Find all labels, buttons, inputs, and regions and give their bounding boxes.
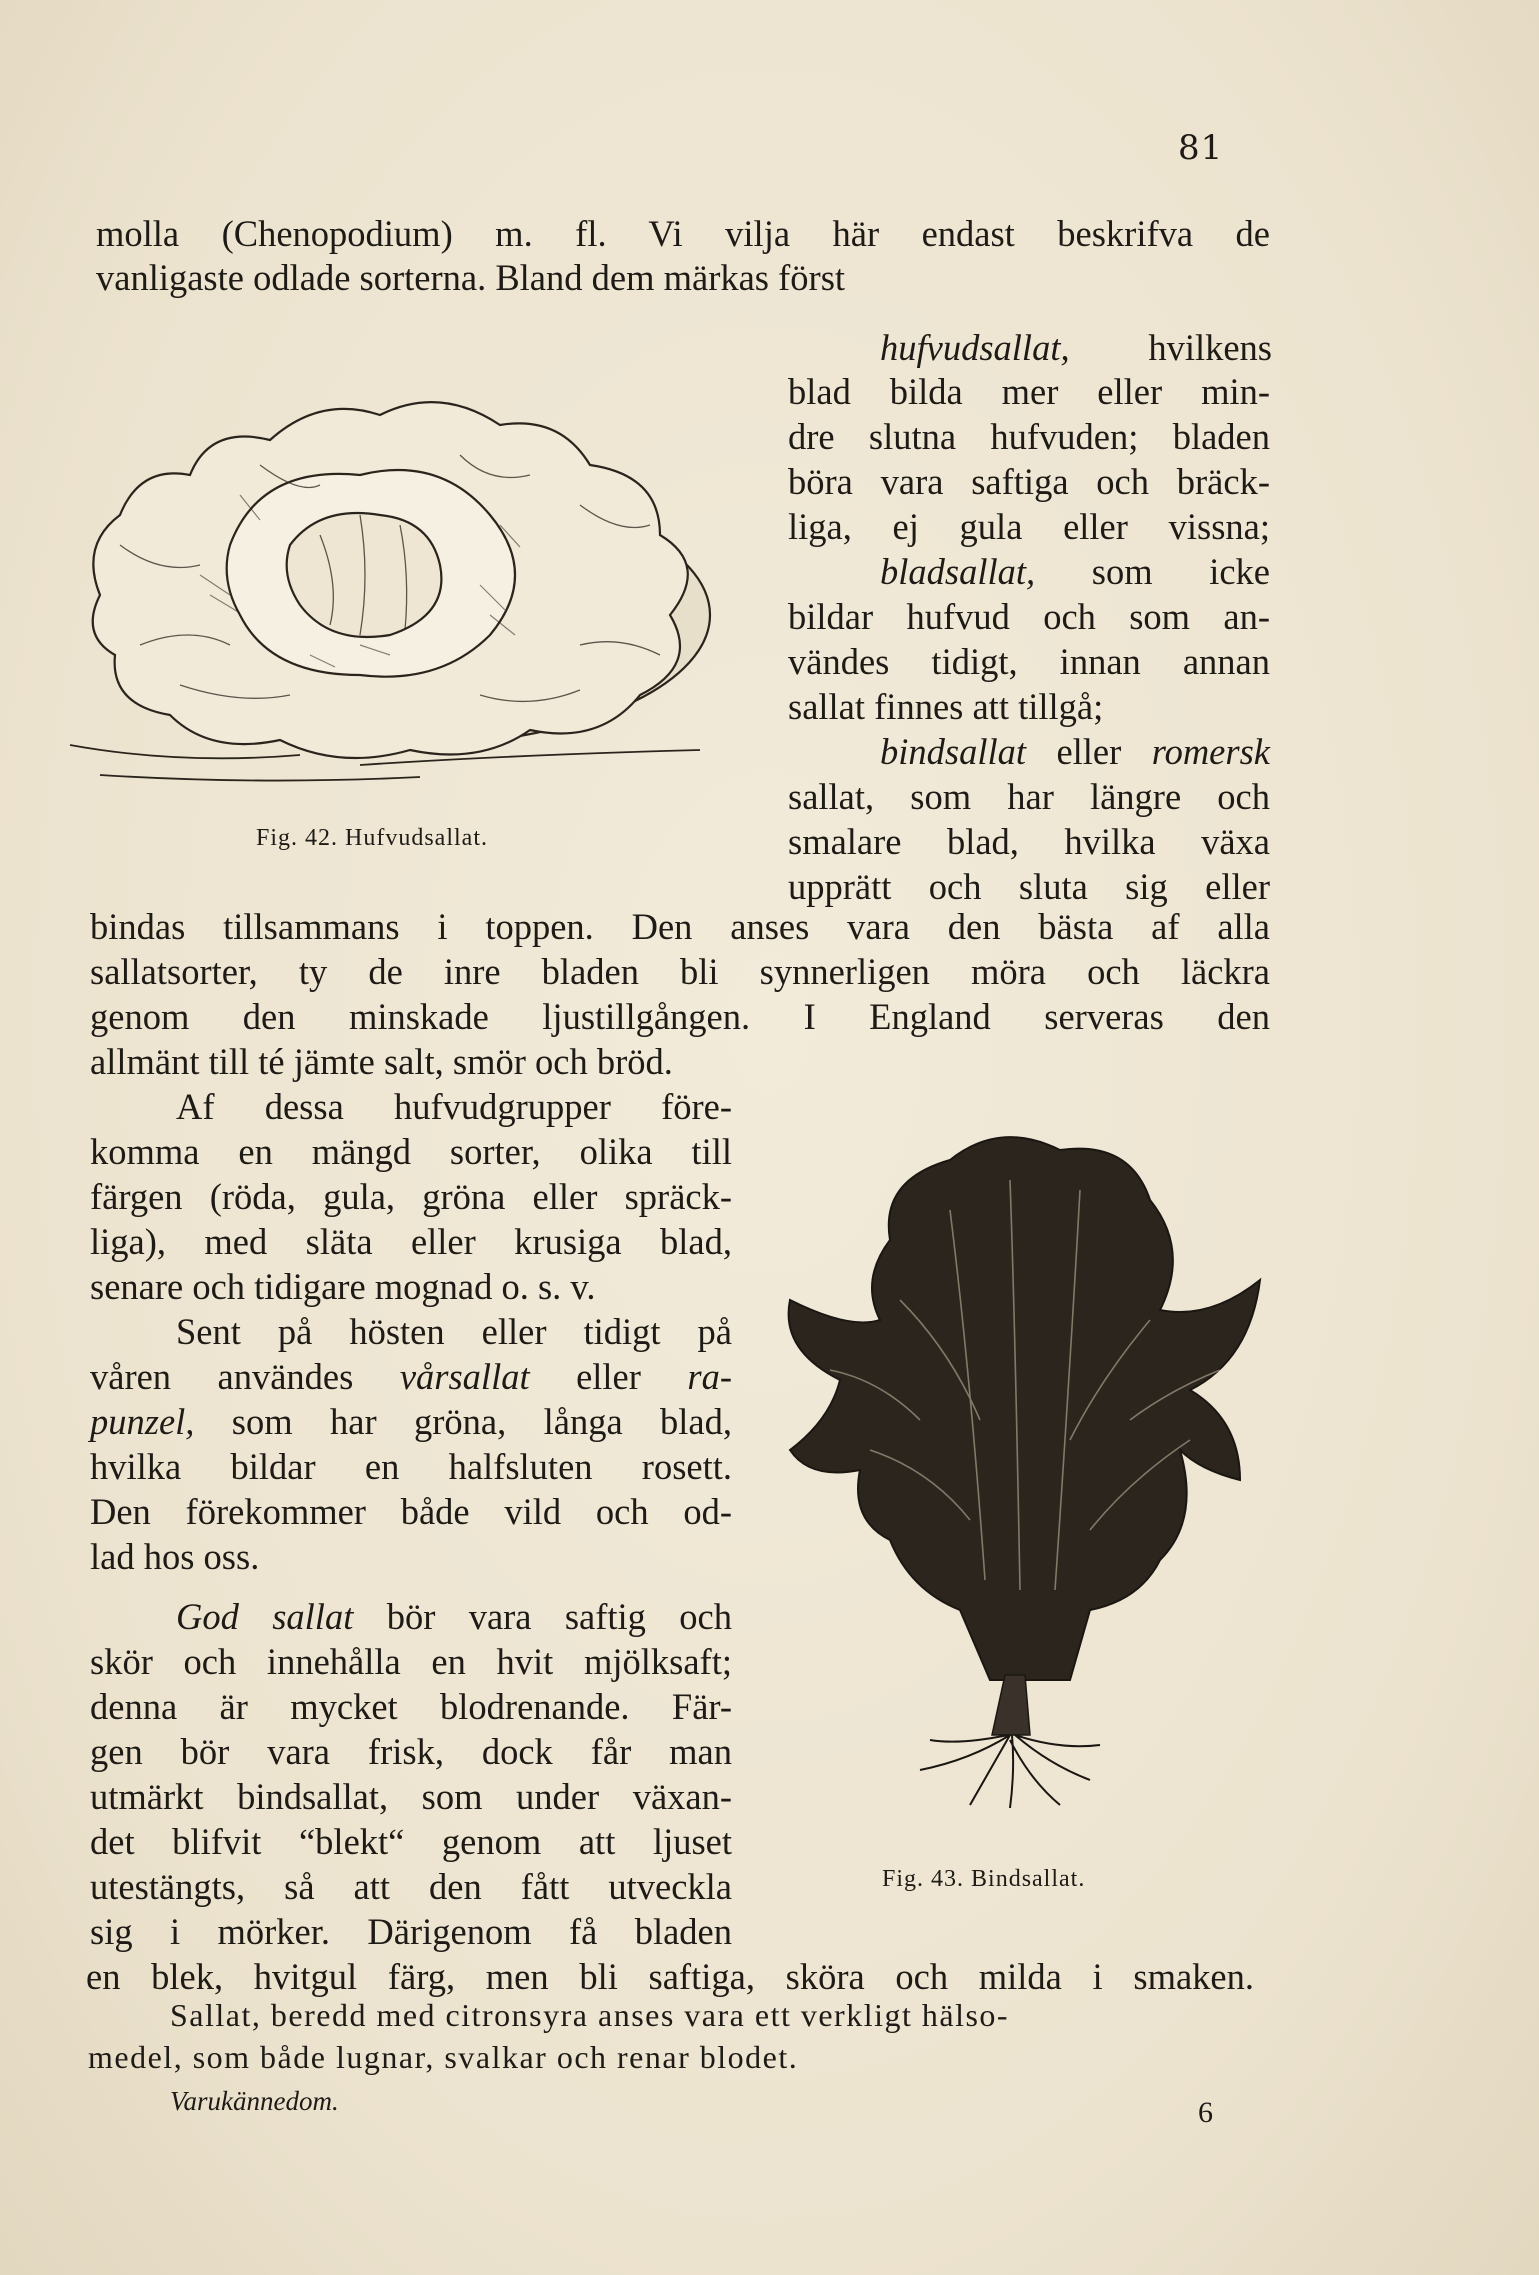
text-run: molla (Chenopodium) m. fl. Vi vilja här endast beskrifva de: [96, 213, 1270, 254]
text-line: [788, 505, 1270, 549]
text-run: gen bör vara frisk, dock får man: [90, 1731, 732, 1772]
text-line: [90, 1445, 732, 1489]
text-line: [90, 1640, 732, 1684]
italic-term: God sallat: [176, 1596, 354, 1637]
text-run: allmänt till té jämte salt, smör och bröd.: [90, 1041, 673, 1082]
text-run: sallatsorter, ty de inre bladen bli synnerligen möra och läckra: [90, 951, 1270, 992]
page-number: 81: [1178, 128, 1224, 168]
text-line: [90, 1220, 732, 1264]
text-run: senare och tidigare mognad o. s. v.: [90, 1266, 596, 1307]
bindsallat-illustration: [770, 1120, 1270, 1810]
text-run: dre slutna hufvuden; bladen: [788, 416, 1270, 457]
text-line: [788, 415, 1270, 459]
text-run: smalare blad, hvilka växa: [788, 821, 1270, 862]
hufvudsallat-illustration: [60, 345, 760, 790]
text-line: [90, 1775, 732, 1819]
text-line: [788, 595, 1270, 639]
text-run: som har gröna, långa blad,: [194, 1401, 732, 1442]
text-line: [90, 1730, 732, 1774]
text-line: [90, 1130, 732, 1174]
text-run: sallat finnes att tillgå;: [788, 686, 1104, 727]
text-line: [90, 905, 1270, 949]
text-run: upprätt och sluta sig eller: [788, 866, 1270, 907]
italic-term: hufvudsallat,: [880, 327, 1070, 368]
small-print-line: Sallat, beredd med citronsyra anses vara ett verkligt hälso-: [170, 1997, 1010, 2033]
italic-term: vårsallat: [399, 1356, 530, 1397]
text-line: [788, 820, 1270, 864]
text-line: [90, 1820, 732, 1864]
text-line: [90, 950, 1270, 994]
text-run: vanligaste odlade sorterna. Bland dem märkas först: [96, 257, 846, 298]
text-line: [880, 550, 1270, 594]
text-run: våren användes: [90, 1356, 400, 1397]
text-line: [90, 1865, 732, 1909]
text-run: Sent på hösten eller tidigt på: [176, 1311, 732, 1352]
text-run: komma en mängd sorter, olika till: [90, 1131, 732, 1172]
figure-43-caption: Fig. 43. Bindsallat.: [882, 1866, 1086, 1892]
text-line: [90, 1490, 732, 1534]
text-run: vändes tidigt, innan annan: [788, 641, 1270, 682]
text-line: [90, 1400, 732, 1444]
text-line: [96, 212, 1270, 256]
text-line: [90, 1685, 732, 1729]
signature-title: Varukännedom.: [170, 2086, 339, 2116]
text-line: [176, 1595, 732, 1639]
text-line: [788, 685, 1103, 729]
text-run: skör och innehålla en hvit mjölksaft;: [90, 1641, 732, 1682]
text-run: eller: [529, 1356, 688, 1397]
text-run: det blifvit “blekt“ genom att ljuset: [90, 1821, 732, 1862]
text-line: [788, 640, 1270, 684]
text-run: bildar hufvud och som an-: [788, 596, 1270, 637]
text-run: sallat, som har längre och: [788, 776, 1270, 817]
text-line: [90, 995, 1270, 1039]
text-line: [90, 1265, 595, 1309]
italic-term: ra-: [687, 1356, 732, 1397]
text-line: [788, 865, 1270, 909]
text-line: [86, 1955, 1254, 1999]
text-line: [788, 370, 1270, 414]
text-run: Af dessa hufvudgrupper före-: [176, 1086, 732, 1127]
text-line: [96, 256, 845, 300]
text-run: bör vara saftig och: [353, 1596, 732, 1637]
text-run: denna är mycket blodrenande. Fär-: [90, 1686, 732, 1727]
italic-term: romersk: [1151, 731, 1270, 772]
italic-term: bindsallat: [880, 731, 1027, 772]
italic-term: bladsallat,: [880, 551, 1036, 592]
small-print-line: medel, som både lugnar, svalkar och renar blodet.: [88, 2039, 799, 2075]
text-run: sig i mörker. Därigenom få bladen: [90, 1911, 732, 1952]
text-line: [90, 1910, 732, 1954]
text-run: hvilkens: [1069, 327, 1272, 368]
text-run: som icke: [1035, 551, 1270, 592]
text-line: [90, 1040, 673, 1084]
text-run: genom den minskade ljustillgången. I England serveras den: [90, 996, 1270, 1037]
text-run: eller: [1026, 731, 1152, 772]
text-run: Den förekommer både vild och od-: [90, 1491, 732, 1532]
text-run: en blek, hvitgul färg, men bli saftiga, sköra och milda i smaken.: [86, 1956, 1254, 1997]
text-line: [880, 326, 1272, 370]
italic-term: punzel,: [90, 1401, 195, 1442]
text-line: [788, 460, 1270, 504]
signature-number: 6: [1198, 2096, 1213, 2129]
text-run: böra vara saftiga och bräck-: [788, 461, 1270, 502]
text-line: [880, 730, 1270, 774]
text-line: [788, 775, 1270, 819]
text-run: liga, ej gula eller vissna;: [788, 506, 1270, 547]
text-line: [176, 1310, 732, 1354]
figure-42-caption: Fig. 42. Hufvudsallat.: [256, 825, 488, 851]
text-run: utmärkt bindsallat, som under växan-: [90, 1776, 732, 1817]
text-run: lad hos oss.: [90, 1536, 260, 1577]
text-run: färgen (röda, gula, gröna eller spräck-: [90, 1176, 732, 1217]
text-line: [90, 1175, 732, 1219]
text-line: [90, 1355, 732, 1399]
text-run: liga), med släta eller krusiga blad,: [90, 1221, 732, 1262]
text-run: blad bilda mer eller min-: [788, 371, 1270, 412]
text-run: utestängts, så att den fått utveckla: [90, 1866, 732, 1907]
text-run: bindas tillsammans i toppen. Den anses vara den bästa af alla: [90, 906, 1270, 947]
text-run: hvilka bildar en halfsluten rosett.: [90, 1446, 732, 1487]
text-line: [176, 1085, 732, 1129]
text-line: [90, 1535, 259, 1579]
